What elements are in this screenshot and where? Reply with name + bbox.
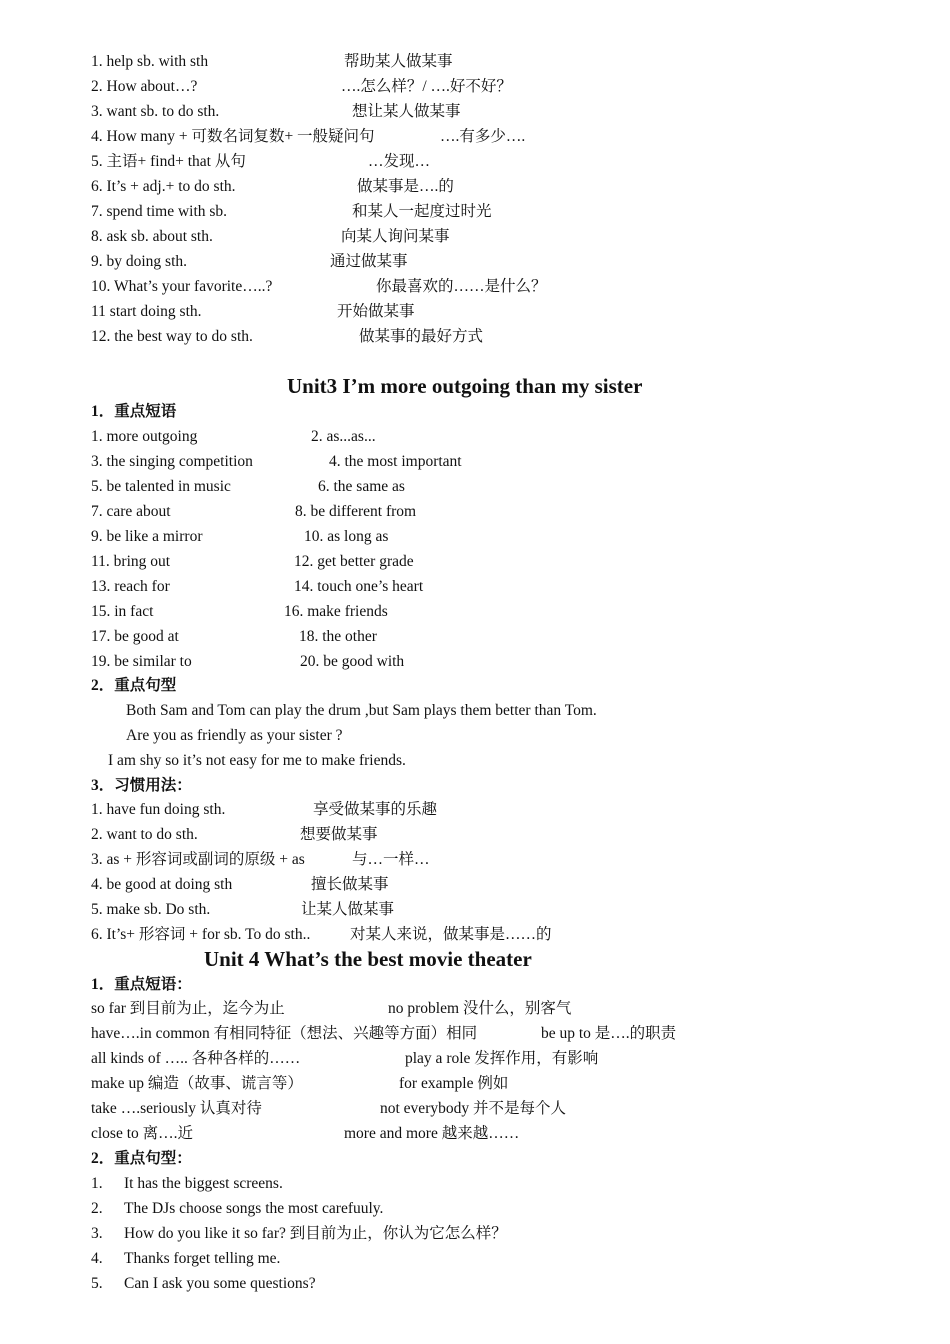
phrase-left: 9. be like a mirror: [91, 528, 203, 545]
list-item-en: 6. It’s + adj.+ to do sth.: [91, 178, 236, 195]
list-item-en: 4. How many + 可数名词复数+ 一般疑问句: [91, 128, 375, 145]
phrase-right: not everybody 并不是每个人: [380, 1100, 566, 1117]
list-item-en: 1. help sb. with sth: [91, 53, 209, 70]
phrase-right: 10. as long as: [304, 528, 389, 545]
phrase-left: make up 编造（故事、谎言等）: [91, 1075, 303, 1092]
unit4-title: Unit 4 What’s the best movie theater: [204, 947, 532, 971]
list-item-en: 5. 主语+ find+ that 从句: [91, 153, 246, 170]
usage-en: 4. be good at doing sth: [91, 876, 233, 893]
list-item-zh: 向某人询问某事: [341, 228, 450, 245]
list-item-zh: 开始做某事: [337, 303, 415, 320]
usage-zh: 与…一样…: [352, 851, 430, 868]
list-item-zh: …发现…: [368, 153, 431, 170]
usage-en: 6. It’s+ 形容词 + for sb. To do sth..: [91, 926, 311, 943]
list-item-zh: ….怎么样？/ ….好不好？: [341, 78, 512, 95]
phrase-left: have….in common 有相同特征（想法、兴趣等方面）相同: [91, 1025, 478, 1042]
list-item-zh: 通过做某事: [330, 253, 408, 270]
phrase-right: more and more 越来越……: [344, 1125, 520, 1142]
phrase-right: 2. as...as...: [311, 428, 376, 445]
phrase-right: 4. the most important: [329, 453, 462, 470]
list-item-zh: 做某事的最好方式: [359, 328, 484, 345]
phrase-left: 5. be talented in music: [91, 478, 231, 495]
unit3-section-sentences-heading: 2．重点句型: [91, 677, 177, 694]
usage-zh: 享受做某事的乐趣: [313, 801, 438, 818]
list-item-en: 3. want sb. to do sth.: [91, 103, 220, 120]
sentence: Are you as friendly as your sister ?: [126, 727, 343, 744]
phrase-right: 6. the same as: [318, 478, 405, 495]
phrase-right: 18. the other: [299, 628, 377, 645]
phrase-left: 3. the singing competition: [91, 453, 253, 470]
list-item-en: 9. by doing sth.: [91, 253, 188, 270]
sentence: It has the biggest screens.: [124, 1175, 283, 1192]
phrase-left: 13. reach for: [91, 578, 170, 595]
sentence: The DJs choose songs the most carefuuly.: [124, 1200, 384, 1217]
list-item-zh: 和某人一起度过时光: [352, 203, 492, 220]
phrase-right: for example 例如: [399, 1075, 509, 1092]
usage-en: 5. make sb. Do sth.: [91, 901, 211, 918]
phrase-left: all kinds of ….. 各种各样的……: [91, 1050, 301, 1067]
usage-en: 2. want to do sth.: [91, 826, 198, 843]
phrase-left: take ….seriously 认真对待: [91, 1100, 262, 1117]
sentence: Thanks forget telling me.: [124, 1250, 281, 1267]
list-item-en: 2. How about…?: [91, 78, 198, 95]
phrase-right: no problem 没什么，别客气: [388, 1000, 572, 1017]
phrase-right: 14. touch one’s heart: [294, 578, 424, 595]
usage-en: 3. as + 形容词或副词的原级 + as: [91, 851, 305, 868]
usage-zh: 让某人做某事: [301, 901, 395, 918]
list-item-en: 10. What’s your favorite…..?: [91, 278, 273, 295]
list-item-zh: 想让某人做某事: [352, 103, 461, 120]
sentence-number: 4.: [91, 1250, 103, 1267]
phrase-right: 20. be good with: [300, 653, 405, 670]
sentence: How do you like it so far? 到目前为止，你认为它怎么样？: [124, 1225, 507, 1242]
list-item-zh: 做某事是….的: [357, 178, 454, 195]
phrase-left: 11. bring out: [91, 553, 171, 570]
phrase-right: be up to 是….的职责: [541, 1025, 677, 1042]
phrase-left: 17. be good at: [91, 628, 179, 645]
phrase-left: close to 离….近: [91, 1125, 194, 1142]
list-item-zh: 帮助某人做某事: [344, 53, 453, 70]
sentence: Can I ask you some questions?: [124, 1275, 316, 1292]
usage-zh: 擅长做某事: [311, 876, 389, 893]
unit3-section-phrases-heading: 1．重点短语: [91, 403, 177, 420]
list-item-en: 11 start doing sth.: [91, 303, 202, 320]
sentence-number: 1.: [91, 1175, 103, 1192]
unit3-title: Unit3 I’m more outgoing than my sister: [287, 374, 643, 398]
phrase-left: 7. care about: [91, 503, 171, 520]
phrase-right: play a role 发挥作用，有影响: [405, 1050, 599, 1067]
phrase-right: 16. make friends: [284, 603, 388, 620]
list-item-en: 8. ask sb. about sth.: [91, 228, 213, 245]
list-item-en: 7. spend time with sb.: [91, 203, 228, 220]
usage-en: 1. have fun doing sth.: [91, 801, 226, 818]
phrase-left: 1. more outgoing: [91, 428, 198, 445]
unit4-section-phrases-heading: 1．重点短语：: [91, 976, 192, 993]
sentence: Both Sam and Tom can play the drum ,but Sam plays them better than Tom.: [126, 702, 597, 719]
unit3-section-usage-heading: 3．习惯用法：: [91, 777, 192, 794]
sentence-number: 5.: [91, 1275, 103, 1292]
sentence-number: 3.: [91, 1225, 103, 1242]
list-item-zh: ….有多少….: [440, 128, 526, 145]
list-item-en: 12. the best way to do sth.: [91, 328, 253, 345]
unit4-section-sentences-heading: 2．重点句型：: [91, 1150, 192, 1167]
phrase-left: 15. in fact: [91, 603, 154, 620]
sentence-number: 2.: [91, 1200, 103, 1217]
phrase-right: 12. get better grade: [294, 553, 414, 570]
phrase-left: so far 到目前为止，迄今为止: [91, 1000, 285, 1017]
usage-zh: 对某人来说，做某事是……的: [350, 926, 552, 943]
phrase-right: 8. be different from: [295, 503, 417, 520]
list-item-zh: 你最喜欢的……是什么？: [376, 278, 547, 295]
usage-zh: 想要做某事: [300, 826, 378, 843]
sentence: I am shy so it’s not easy for me to make friends.: [108, 752, 406, 769]
phrase-left: 19. be similar to: [91, 653, 192, 670]
